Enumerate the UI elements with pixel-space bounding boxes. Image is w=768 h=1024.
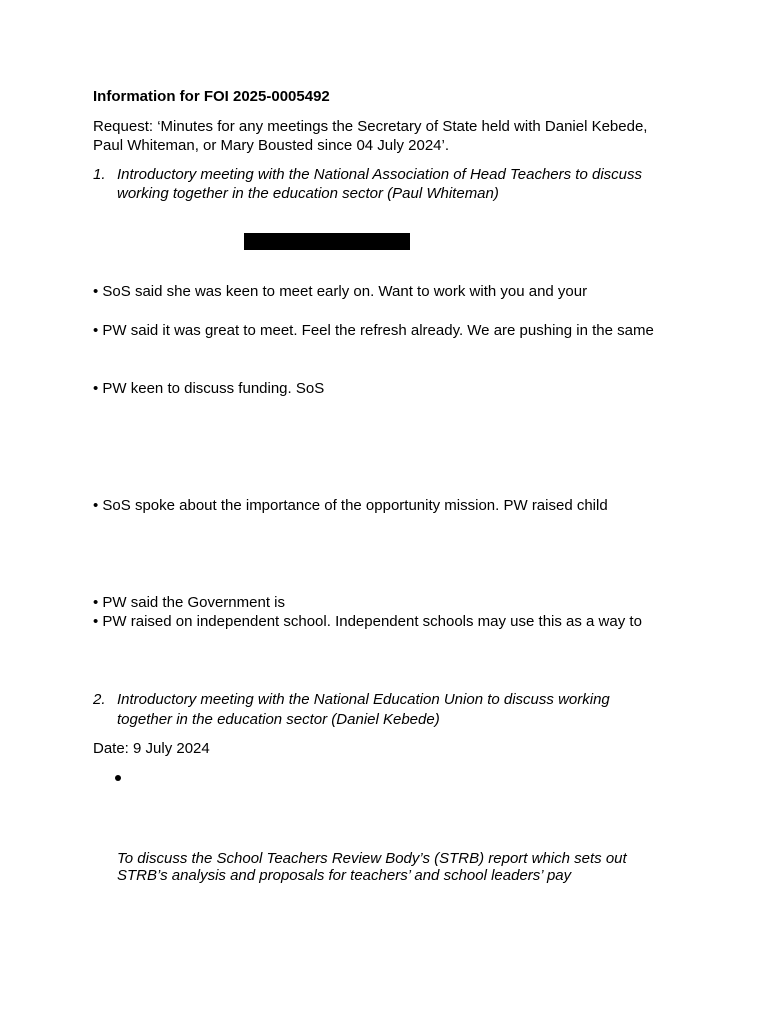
bullet-5: • PW said the Government is (93, 594, 285, 611)
item-2-line-1: Introductory meeting with the National Education Union to discuss working (117, 691, 610, 708)
document-title: Information for FOI 2025-0005492 (93, 88, 330, 105)
item-2-line-2: together in the education sector (Daniel Kebede) (117, 711, 440, 728)
bullet-3: • PW keen to discuss funding. SoS (93, 380, 325, 397)
item-2-number: 2. (93, 691, 106, 708)
bullet-4: • SoS spoke about the importance of the opportunity mission. PW raised child (93, 497, 608, 514)
bullet-6: • PW raised on independent school. Independent schools may use this as a way to (93, 613, 642, 630)
bullet-2: • PW said it was great to meet. Feel the refresh already. We are pushing in the same (93, 322, 654, 339)
strb-line-1: To discuss the School Teachers Review Body’s (STRB) report which sets out (117, 850, 627, 867)
meeting-date: Date: 9 July 2024 (93, 740, 210, 757)
strb-line-2: STRB’s analysis and proposals for teachers’ and school leaders’ pay (117, 867, 572, 884)
request-line-1: Request: ‘Minutes for any meetings the Secretary of State held with Daniel Kebede, (93, 118, 648, 135)
item-1-number: 1. (93, 166, 106, 183)
empty-bullet (115, 775, 121, 781)
bullet-1: • SoS said she was keen to meet early on. Want to work with you and your (93, 283, 588, 300)
item-1-line-2: working together in the education sector (Paul Whiteman) (117, 185, 499, 202)
request-line-2: Paul Whiteman, or Mary Bousted since 04 July 2024’. (93, 137, 450, 154)
item-1-line-1: Introductory meeting with the National Association of Head Teachers to discuss (117, 166, 642, 183)
redaction-block (244, 233, 410, 250)
